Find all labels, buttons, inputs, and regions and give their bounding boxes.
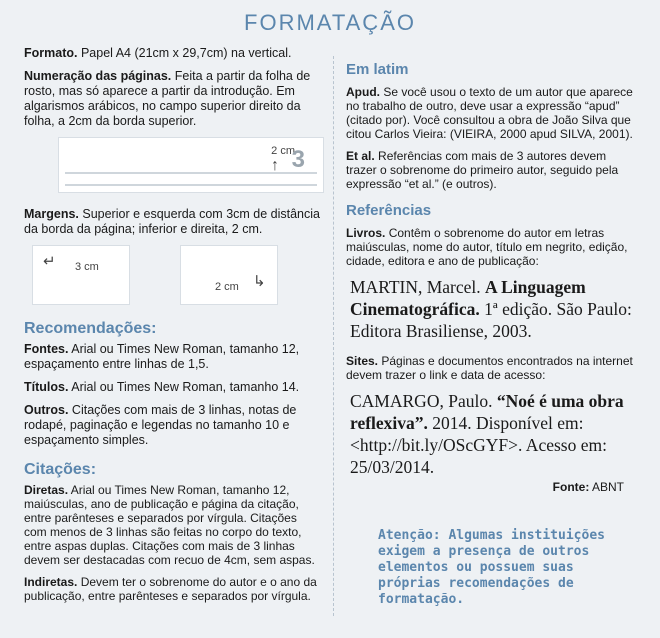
numeracao-label: Numeração das páginas.: [24, 69, 172, 83]
corner-arrow-icon: ↳: [253, 273, 266, 290]
apud-label: Apud.: [346, 85, 380, 99]
fonte-label: Fonte:: [552, 480, 590, 494]
etal-text: Referências com mais de 3 autores devem trazer o sobrenome do primeiro autor, seguido pela expressão “et al.” (e outros).: [346, 149, 619, 191]
diretas-paragraph: [24, 483, 320, 567]
text-lines-decoration: [65, 172, 317, 186]
site-ex-title: “Noé é uma obra reflexiva”.: [350, 391, 624, 433]
etal-paragraph: [346, 149, 638, 191]
margin-top-label: 3 cm: [75, 261, 99, 273]
right-column: [346, 62, 638, 495]
fonte-value: ABNT: [589, 480, 624, 494]
sites-text: Páginas e documentos encontrados na internet devem trazer o link e data de acesso:: [346, 354, 633, 382]
sites-label: Sites.: [346, 354, 379, 368]
referencias-heading: Referências: [346, 202, 432, 219]
formato-text: Papel A4 (21cm x 29,7cm) na vertical.: [77, 46, 292, 60]
site-ex-author: CAMARGO, Paulo.: [350, 391, 497, 411]
corner-arrow-icon: ↵: [43, 253, 56, 270]
margens-text: Superior e esquerda com 3cm de distância da borda da página; inferior e direita, 2 cm.: [24, 207, 320, 236]
column-divider: [333, 56, 334, 616]
page-number-sample: 3: [291, 146, 305, 173]
citacoes-heading: Citações:: [24, 461, 97, 478]
em-latim-heading: Em latim: [346, 61, 409, 78]
livro-ex-title: A Linguagem Cinematográfica.: [350, 277, 586, 319]
etal-label: Et al.: [346, 149, 375, 163]
margin-top-left-box: [32, 245, 130, 305]
formato-paragraph: [24, 46, 320, 61]
livro-reference-example: [350, 276, 638, 342]
left-column: [24, 46, 320, 611]
margins-illustration: [24, 245, 320, 307]
fontes-label: Fontes.: [24, 342, 69, 356]
livros-paragraph: [346, 226, 638, 268]
indiretas-paragraph: [24, 575, 320, 603]
fontes-text: Arial ou Times New Roman, tamanho 12, espaçamento entre linhas de 1,5.: [24, 342, 300, 371]
margens-paragraph: [24, 207, 320, 237]
diretas-label: Diretas.: [24, 483, 69, 497]
outros-label: Outros.: [24, 403, 69, 417]
margin-bottom-label: 2 cm: [215, 281, 239, 293]
formato-label: Formato.: [24, 46, 78, 60]
margens-label: Margens.: [24, 207, 79, 221]
livro-ex-author: MARTIN, Marcel.: [350, 277, 486, 297]
titulos-label: Títulos.: [24, 380, 69, 394]
apud-paragraph: [346, 85, 638, 141]
up-arrow-icon: ↑: [271, 157, 279, 174]
attention-note: Atenção: Algumas instituições exigem a presença de outros elementos ou possuem suas próprias recomendações de formatação.: [378, 528, 605, 607]
site-ex-rest: 2014. Disponível em: <http://bit.ly/OScGYF>. Acesso em: 25/03/2014.: [350, 413, 607, 477]
titulos-paragraph: [24, 380, 320, 395]
titulos-text: Arial ou Times New Roman, tamanho 14.: [68, 380, 300, 394]
numeracao-text: Feita a partir da folha de rosto, mas só aparece a partir da introdução. Em algarismos arábicos, no campo superior direito da folha, a 2cm da borda superior.: [24, 69, 311, 128]
fontes-paragraph: [24, 342, 320, 372]
page-number-distance-label: 2 cm: [271, 145, 295, 157]
livro-ex-rest: 1ª edição. São Paulo: Editora Brasiliense, 2003.: [350, 299, 632, 341]
outros-paragraph: [24, 403, 320, 448]
livros-label: Livros.: [346, 226, 386, 240]
margin-bottom-right-box: [180, 245, 278, 305]
site-reference-example: [350, 390, 638, 478]
recomendacoes-heading: Recomendações:: [24, 320, 157, 337]
indiretas-text: Devem ter o sobrenome do autor e o ano da publicação, entre parênteses e separados por vírgula.: [24, 575, 317, 603]
page-title: FORMATAÇÃO: [244, 10, 416, 35]
numeracao-paragraph: [24, 69, 320, 129]
outros-text: Citações com mais de 3 linhas, notas de rodapé, paginação e legendas no tamanho 10 e espaçamento simples.: [24, 403, 297, 447]
source-credit: [346, 480, 624, 495]
indiretas-label: Indiretas.: [24, 575, 78, 589]
apud-text: Se você usou o texto de um autor que aparece no trabalho de outro, deve usar a expressão “apud” (citado por). Você consultou a obra de João Silva que citou Carlos Vieira: (VIEIRA, 2000 apud SILVA, 2001).: [346, 85, 633, 141]
diretas-text: Arial ou Times New Roman, tamanho 12, maiúsculas, ano de publicação e página da citação, entre parênteses e separados por vírgula. Citações com menos de 3 linhas são feitas no corpo do texto, entre aspas duplas. Citações com mais de 3 linhas devem ser destacadas com recuo de 4cm, sem aspas.: [24, 483, 315, 567]
livros-text: Contêm o sobrenome do autor em letras maiúsculas, nome do autor, título em negrito, edição, cidade, editora e ano de publicação:: [346, 226, 628, 268]
sites-paragraph: [346, 354, 638, 382]
page-number-illustration: [58, 137, 324, 193]
